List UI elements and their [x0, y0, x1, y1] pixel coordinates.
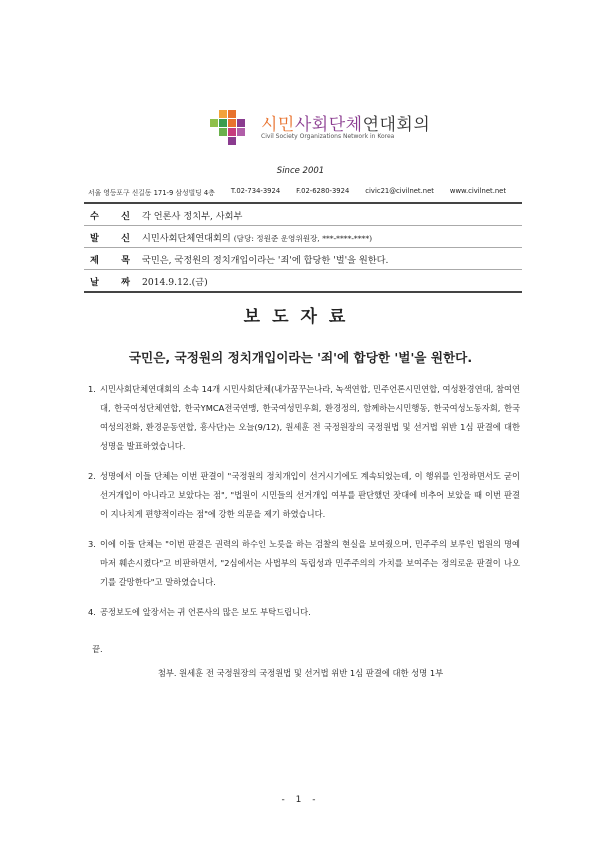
logo-word-1: 시민	[261, 115, 295, 135]
header-row-from	[84, 226, 522, 248]
address: 서울 영등포구 신길동 171-9 삼성빌딩 4층	[88, 189, 215, 197]
item-text: 이에 이들 단체는 "이번 판결은 권력의 하수인 노릇을 하는 검찰의 현실을 보여줬으며, 민주주의 보루인 법원의 명예마저 훼손시켰다"고 비판하면서, "2심에서는 사법부의 독립성과 민주주의의 가치를 보여주는 정의로운 판결이 나오기를 갈망한다"고 말하였습니다.	[100, 539, 520, 587]
website: www.civilnet.net	[449, 187, 507, 195]
list-item	[88, 535, 520, 592]
item-text: 공정보도에 앞장서는 귀 언론사의 많은 보도 부탁드립니다.	[100, 607, 311, 617]
body-items	[88, 380, 520, 633]
from-label: 발 신	[90, 232, 130, 244]
header-table	[84, 202, 522, 293]
phone: T.02-734-3924	[230, 187, 281, 195]
item-text: 성명에서 이들 단체는 이번 판결이 "국정원의 정치개입이 선거시기에도 계속되었는데, 이 행위를 인정하면서도 굳이 선거개입이 아니라고 보았다는 점", "법원이 시민들의 선거개입 여부를 판단했던 잣대에 비추어 보았을 때 이번 판결이 지나치게 편향적이라는 점"에 강한 의문을 제기 하였습니다.	[100, 471, 520, 519]
item-text: 시민사회단체연대회의 소속 14개 시민사회단체(내가꿈꾸는나라, 녹색연합, 민주언론시민연합, 여성환경연대, 참여연대, 한국여성단체연합, 한국YMCA전국연맹, 한국여성민우회, 환경정의, 함께하는시민행동, 한국여성노동자회, 한국여성의전화, 환경운동연합, 흥사단)는 오늘(9/12), 원세훈 전 국정원장의 국정원법 및 선거법 위반 1심 판결에 대한 성명을 발표하였습니다.	[100, 384, 520, 451]
organization-logo	[205, 108, 431, 152]
logo-word-2: 사회단체	[294, 115, 363, 135]
end-mark: 끝.	[92, 644, 103, 654]
subject-label: 제 목	[90, 254, 130, 266]
attachment-note: 첨부. 원세훈 전 국정원장의 국정원법 및 선거법 위반 1심 판결에 대한 성명 1부	[157, 668, 444, 678]
headline: 국민은, 국정원의 정치개입이라는 '죄'에 합당한 '벌'을 원한다.	[128, 350, 473, 365]
item-number: 2.	[88, 471, 96, 481]
list-item	[88, 603, 520, 622]
from-value: 시민사회단체연대회의 (담당: 정원준 운영위원장, ***-****-****)	[142, 232, 373, 244]
item-number: 4.	[88, 607, 96, 617]
list-item	[88, 380, 520, 456]
to-label: 수 신	[90, 210, 130, 222]
since-text: Since 2001	[276, 166, 325, 176]
subject-value: 국민은, 국정원의 정치개입이라는 '죄'에 합당한 '벌'을 원한다.	[142, 254, 389, 266]
contact-person: (담당: 정원준 운영위원장, ***-****-****)	[233, 233, 373, 243]
contact-line	[88, 187, 528, 197]
item-number: 3.	[88, 539, 96, 549]
to-value: 각 언론사 정치부, 사회부	[142, 210, 243, 222]
fax: F.02-6280-3924	[296, 187, 350, 195]
mosaic-icon	[205, 108, 255, 150]
date-value: 2014.9.12.(금)	[142, 276, 208, 288]
header-row-subject	[84, 248, 522, 270]
date-label: 날 짜	[90, 276, 130, 288]
header-row-date	[84, 270, 522, 291]
logo-subtitle-text: Civil Society Organizations Network in Korea	[261, 133, 395, 140]
page-number: - 1 -	[281, 795, 320, 805]
header-row-to	[84, 204, 522, 226]
logo-wordmark	[261, 110, 430, 135]
document-title: 보도자료	[243, 307, 358, 327]
logo-word-3: 연대회의	[362, 115, 431, 135]
list-item	[88, 467, 520, 524]
logo-subtitle	[261, 133, 394, 140]
email: civic21@civilnet.net	[365, 187, 434, 195]
item-number: 1.	[88, 384, 96, 394]
